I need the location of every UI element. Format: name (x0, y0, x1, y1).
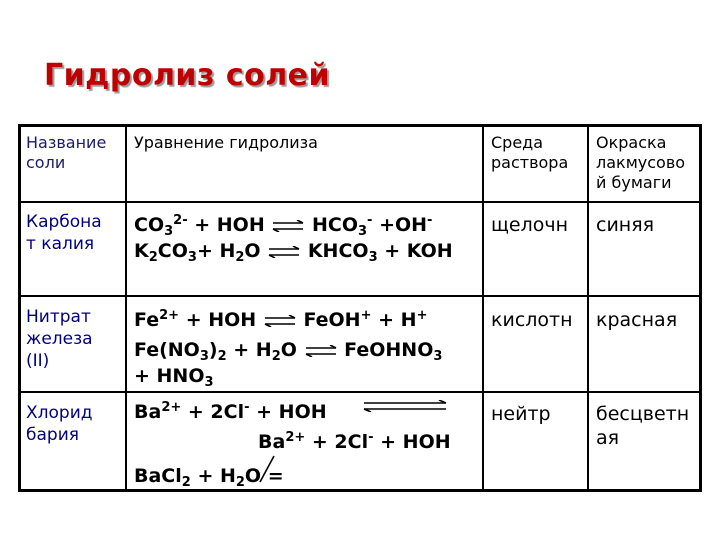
header-medium-line2: раствора (491, 153, 569, 172)
row2-name-line3: (II) (26, 351, 50, 371)
row1-litmus-color: синяя (596, 214, 655, 236)
equation-ionic-carbonate: $CO_3^{2-}$ + HOH $HCO_3^- +OH^-$ (134, 213, 433, 239)
equation-molecular-carbonate: $K_2CO_3+ H_2O$ $KHCO_3$ + KOH (134, 240, 453, 265)
row3-name-line2: бария (26, 425, 79, 445)
header-color-line3: й бумаги (596, 173, 672, 192)
header-name-line1: Название (26, 133, 107, 152)
header-medium-line1: Среда (491, 133, 544, 152)
equation-ionic-iron: $Fe^{2+}$ + HOH FeOH+ + H+ (134, 308, 428, 331)
page-title: Гидролиз солей (44, 58, 331, 93)
header-name-line2: соли (26, 153, 66, 172)
row2-medium: кислотн (491, 309, 573, 331)
header-salt-name (26, 133, 106, 173)
equilibrium-arrow (267, 246, 301, 258)
row3-color-line1: бесцветн (596, 403, 690, 425)
row3-medium: нейтр (491, 403, 551, 425)
equilibrium-arrow (271, 220, 305, 232)
equilibrium-arrow-long (362, 400, 448, 412)
equation-molecular-barium: BaCl$_2$ + $H_2O$ = (134, 465, 284, 490)
hydrolysis-table (18, 124, 702, 492)
equation-molecular-iron-cont: + $HNO_3$ (134, 365, 214, 390)
equation-ionic-barium-left: $Ba^{2+} + 2Cl^-$ + HOH (134, 400, 327, 423)
equation-molecular-iron: $Fe(NO_3)_2 + H_2O$ FeOHNO$_3$ (134, 339, 443, 364)
row2-litmus-color: красная (596, 309, 678, 331)
equation-ionic-barium-right: $Ba^{2+} + 2Cl^-$ + HOH (258, 430, 451, 453)
row1-name-line2: т калия (26, 234, 95, 254)
header-color-line2: лакмусово (596, 153, 686, 172)
row3-litmus-color (596, 402, 689, 450)
header-litmus-color (596, 133, 685, 193)
header-medium (491, 133, 568, 173)
header-color-line1: Окраска (596, 133, 667, 152)
row3-color-line2: ая (596, 427, 620, 449)
row2-name-line2: железа (26, 329, 93, 349)
row-name-barium-chloride (26, 402, 93, 446)
row-name-iron-nitrate (26, 306, 93, 372)
row1-medium: щелочн (491, 214, 569, 236)
row1-name-line1: Карбона (26, 212, 102, 232)
row3-name-line1: Хлорид (26, 403, 93, 423)
strike-slash (254, 454, 278, 484)
row2-name-line1: Нитрат (26, 307, 91, 327)
row-name-potassium-carbonate (26, 211, 102, 255)
equilibrium-arrow (263, 315, 297, 327)
equilibrium-arrow (304, 345, 338, 357)
header-equation: Уравнение гидролиза (134, 133, 318, 152)
